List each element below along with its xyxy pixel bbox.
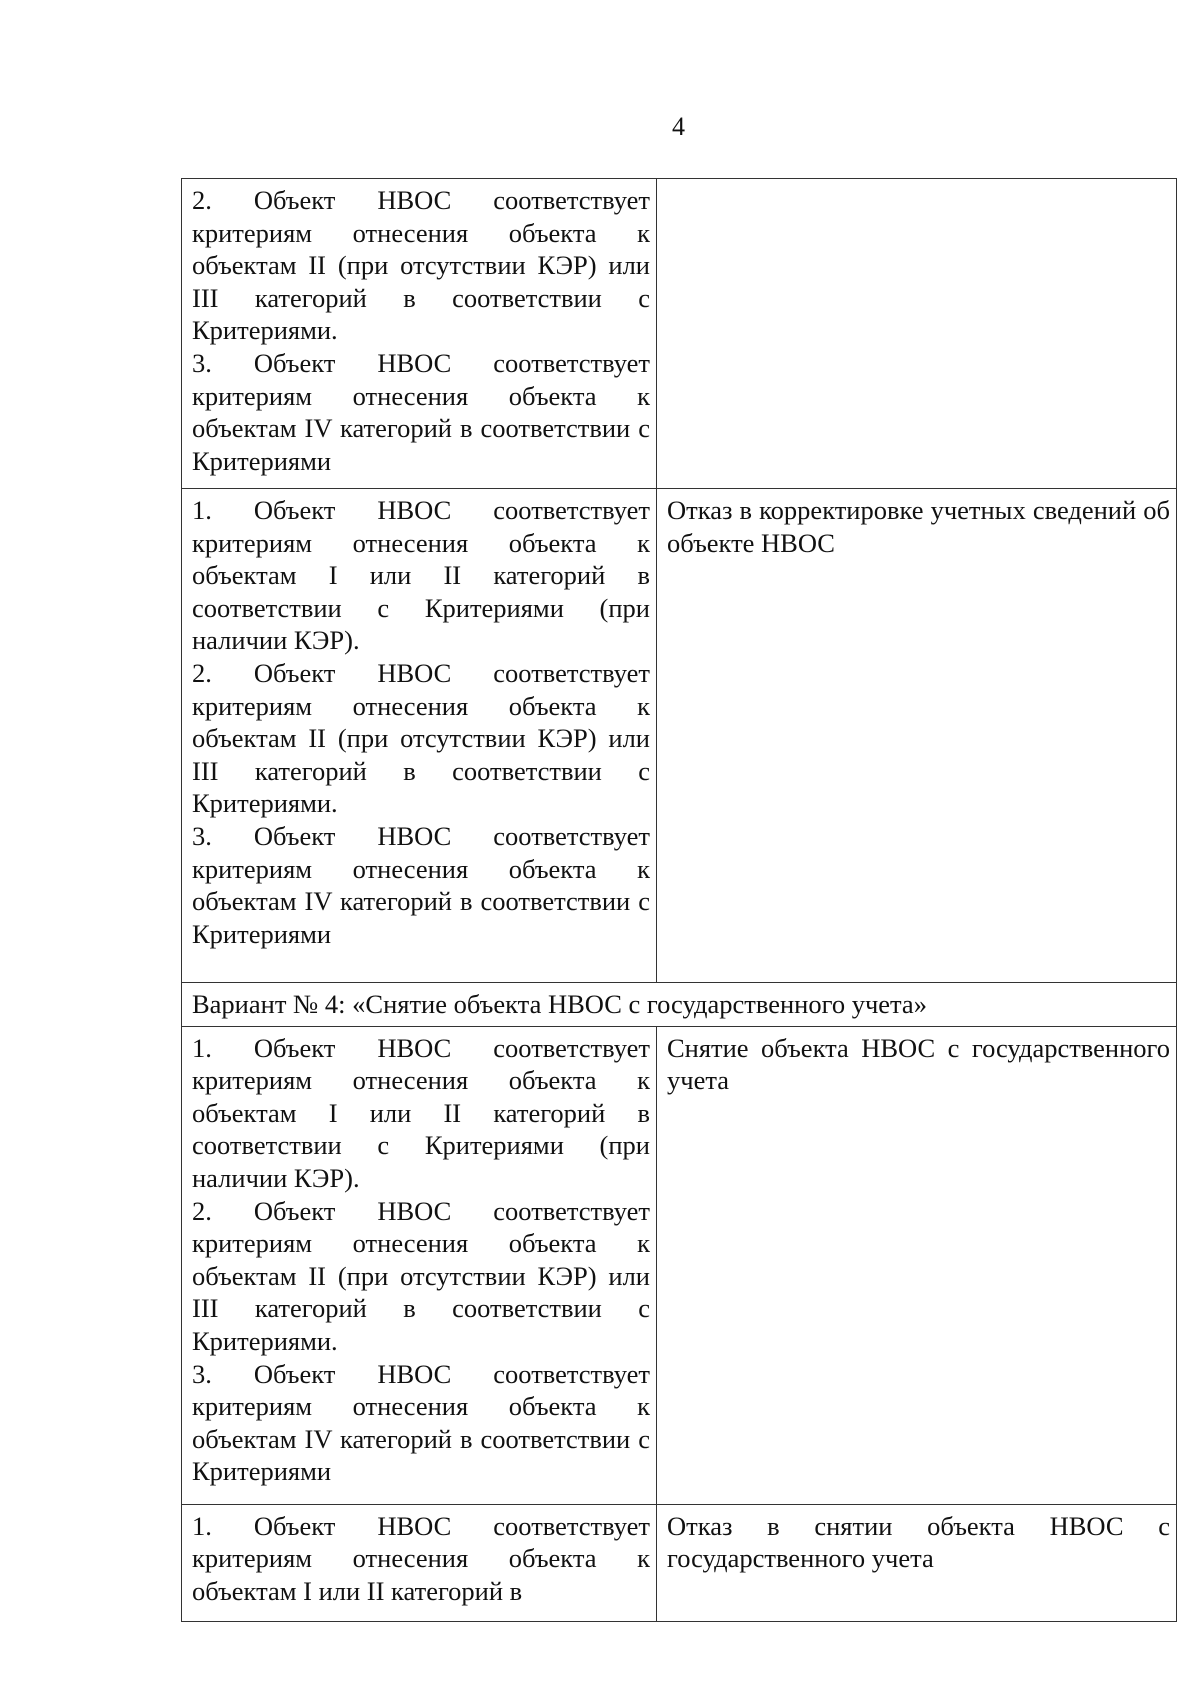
result-cell (657, 1504, 1177, 1621)
conditions-cell (182, 179, 657, 489)
condition-item: 1. Объект НВОС соответствует критериям отнесения объекта к объектам I или II категорий в соответствии с Критериями (при наличии КЭР). (192, 1032, 650, 1193)
variant-header-row (182, 983, 1177, 1027)
variants-table (181, 178, 1177, 1622)
page-number: 4 (672, 112, 685, 141)
result-cell (657, 179, 1177, 489)
result-text: Снятие объекта НВОС с государственного учета (667, 1032, 1170, 1096)
condition-item: 1. Объект НВОС соответствует критериям отнесения объекта к объектам I или II категорий в соответствии с Критериями (при наличии КЭР). (192, 495, 650, 656)
condition-item: 3. Объект НВОС соответствует критериям отнесения объекта к объектам IV категорий в соответствии с Критериями (192, 1358, 650, 1487)
result-cell (657, 1026, 1177, 1504)
condition-item: 2. Объект НВОС соответствует критериям отнесения объекта к объектам II (при отсутствии КЭР) или III категорий в соответствии с Критериями. (192, 185, 650, 346)
condition-item: 2. Объект НВОС соответствует критериям отнесения объекта к объектам II (при отсутствии КЭР) или III категорий в соответствии с Критериями. (192, 1195, 650, 1356)
condition-item: 2. Объект НВОС соответствует критериям отнесения объекта к объектам II (при отсутствии КЭР) или III категорий в соответствии с Критериями. (192, 657, 650, 819)
table-row (182, 489, 1177, 983)
result-text: Отказ в снятии объекта НВОС с государственного учета (667, 1510, 1170, 1574)
result-cell (657, 489, 1177, 983)
table-row (182, 1026, 1177, 1504)
variant-title: Вариант № 4: «Снятие объекта НВОС с государственного учета» (182, 983, 1177, 1027)
conditions-cell (182, 1504, 657, 1621)
table-row (182, 179, 1177, 489)
condition-item: 1. Объект НВОС соответствует критериям отнесения объекта к объектам I или II категорий в (192, 1510, 650, 1606)
condition-item: 3. Объект НВОС соответствует критериям отнесения объекта к объектам IV категорий в соответствии с Критериями (192, 820, 650, 949)
table-row (182, 1504, 1177, 1621)
conditions-cell (182, 489, 657, 983)
result-text: Отказ в корректировке учетных сведений об объекте НВОС (667, 495, 1170, 558)
conditions-cell (182, 1026, 657, 1504)
condition-item: 3. Объект НВОС соответствует критериям отнесения объекта к объектам IV категорий в соответствии с Критериями (192, 347, 650, 476)
